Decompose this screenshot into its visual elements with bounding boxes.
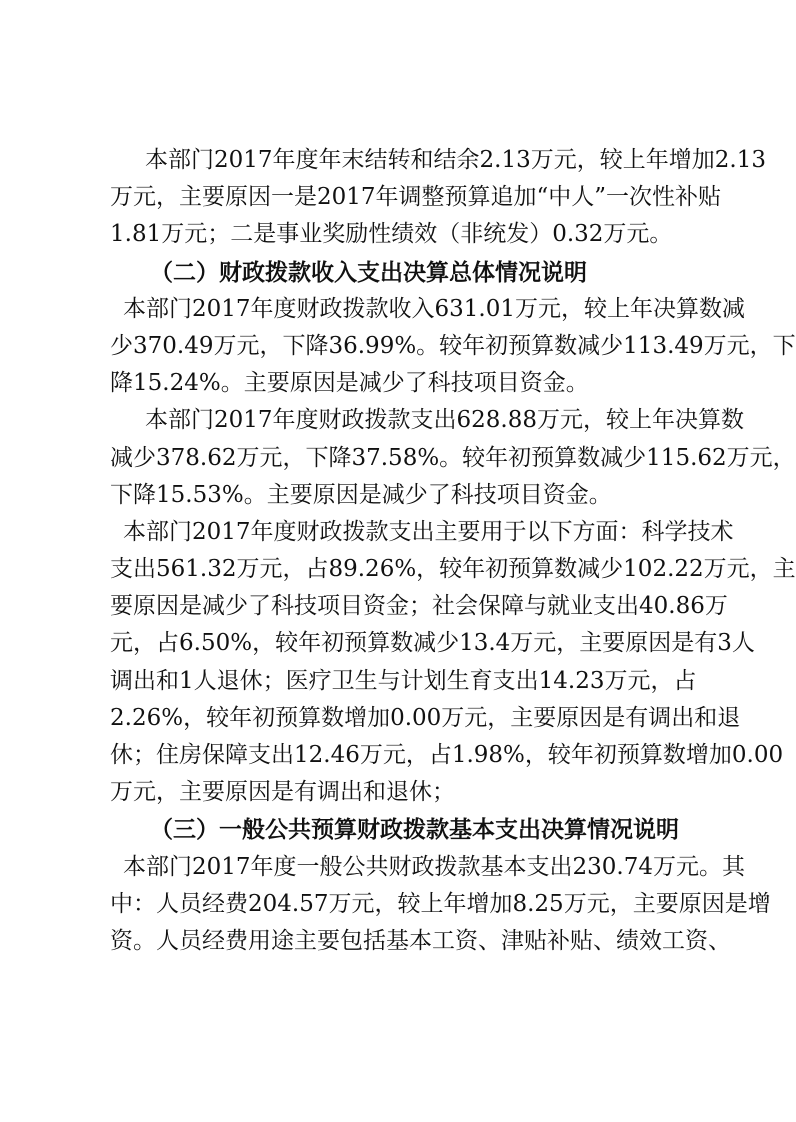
- paragraph-expenditure-breakdown: [110, 514, 796, 812]
- paragraph-basic-expenditure: [110, 849, 771, 961]
- text-line: 要原因是减少了科技项目资金；社会保障与就业支出40.86万: [110, 593, 728, 620]
- text-line: 减少378.62万元，下降37.58%。较年初预算数减少115.62万元，: [110, 444, 796, 471]
- paragraph-year-end-balance: [110, 142, 766, 254]
- text-line: 本部门2017年度财政拨款支出628.88万元，较上年决算数: [145, 407, 745, 434]
- text-line: 下降15.53%。主要原因是减少了科技项目资金。: [110, 481, 612, 508]
- text-line: 少370.49万元，下降36.99%。较年初预算数减少113.49万元，下: [110, 332, 796, 359]
- text-line: 本部门2017年度年末结转和结余2.13万元，较上年增加2.13: [145, 147, 766, 173]
- text-line: 支出561.32万元，占89.26%，较年初预算数减少102.22万元，主: [110, 556, 796, 583]
- text-line: 1.81万元；二是事业奖励性绩效（非统发）0.32万元。: [110, 221, 673, 248]
- text-line: 元，占6.50%，较年初预算数减少13.4万元，主要原因是有3人: [110, 630, 755, 657]
- text-line: 2.26%，较年初预算数增加0.00万元，主要原因是有调出和退: [110, 704, 741, 731]
- text-line: 本部门2017年度财政拨款收入631.01万元，较上年决算数减: [123, 295, 746, 322]
- text-line: 万元，主要原因一是2017年调整预算追加“中人”一次性补贴: [110, 184, 722, 211]
- text-line: 调出和1人退休；医疗卫生与计划生育支出14.23万元，占: [110, 667, 697, 694]
- text-line: 本部门2017年度财政拨款支出主要用于以下方面：科学技术: [123, 518, 734, 545]
- paragraph-fiscal-expenditure: [110, 402, 796, 514]
- text-line: 资。人员经费用途主要包括基本工资、津贴补贴、绩效工资、: [110, 927, 731, 954]
- text-line: 本部门2017年度一般公共财政拨款基本支出230.74万元。其: [123, 853, 746, 880]
- document-body: [110, 142, 796, 960]
- text-line: 万元，主要原因是有调出和退休；: [110, 779, 455, 806]
- section-heading-2: （二）财政拨款收入支出决算总体情况说明: [150, 258, 587, 286]
- text-line: 休；住房保障支出12.46万元，占1.98%，较年初预算数增加0.00: [110, 742, 784, 768]
- text-line: 降15.24%。主要原因是减少了科技项目资金。: [110, 370, 589, 397]
- text-line: 中：人员经费204.57万元，较上年增加8.25万元，主要原因是增: [110, 890, 771, 917]
- paragraph-fiscal-income: [110, 291, 796, 403]
- section-heading-3: （三）一般公共预算财政拨款基本支出决算情况说明: [150, 816, 679, 844]
